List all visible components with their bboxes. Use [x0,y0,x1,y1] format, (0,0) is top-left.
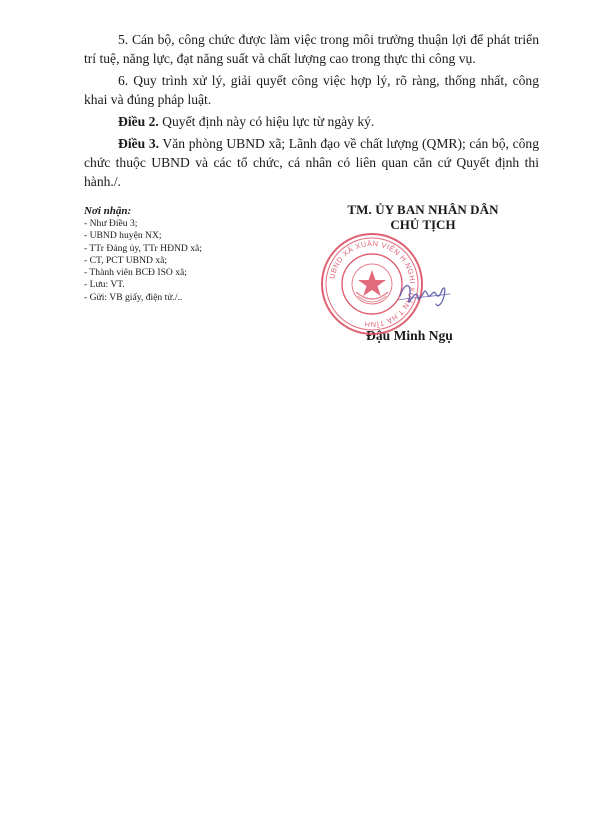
article-2-text: Quyết định này có hiệu lực từ ngày ký. [158,114,375,129]
handwritten-signature-icon [396,276,452,312]
signer-organization: TM. ỦY BAN NHÂN DÂN [347,202,499,217]
recipient-item: - TTr Đảng ủy, TTr HĐND xã; [84,242,202,254]
clause-5: 5. Cán bộ, công chức được làm việc trong môi trường thuận lợi để phát triển trí tuệ, năng lực, đạt năng suất và chất lượng cao trong thực thi công vụ. [84,32,539,66]
recipient-item: - Gửi: VB giấy, điện tử./.. [84,291,183,303]
article-3-label: Điều 3. [118,136,160,151]
article-2-label: Điều 2. [118,114,159,129]
article-2 [84,112,539,131]
signer-title: CHỦ TỊCH [390,217,456,232]
article-3-text: Văn phòng UBND xã; Lãnh đạo về chất lượng (QMR); cán bộ, công chức thuộc UBND và các tổ chức, cá nhân có liên quan căn cứ Quyết định thi hành./. [84,136,539,189]
recipients-heading: Nơi nhận: [84,205,132,217]
recipient-item: - UBND huyện NX; [84,230,162,242]
svg-text:UBND XÃ XUÂN VIÊN H.NGHI XUÂN: UBND XÃ XUÂN VIÊN H.NGHI XUÂN T.HÀ TĨNH [327,238,418,330]
recipients-block [84,205,304,304]
recipient-item: - Thành viên BCĐ ISO xã; [84,267,187,279]
signer-name: Đậu Minh Ngụ [366,328,453,343]
article-3 [84,134,539,191]
recipient-item: - CT, PCT UBND xã; [84,254,168,266]
decision-body [84,30,539,194]
recipient-item: - Như Điều 3; [84,218,138,229]
recipient-item: - Lưu: VT. [84,279,125,291]
clause-6: 6. Quy trình xử lý, giải quyết công việc hợp lý, rõ ràng, thống nhất, công khai và đúng pháp luật. [84,73,539,107]
